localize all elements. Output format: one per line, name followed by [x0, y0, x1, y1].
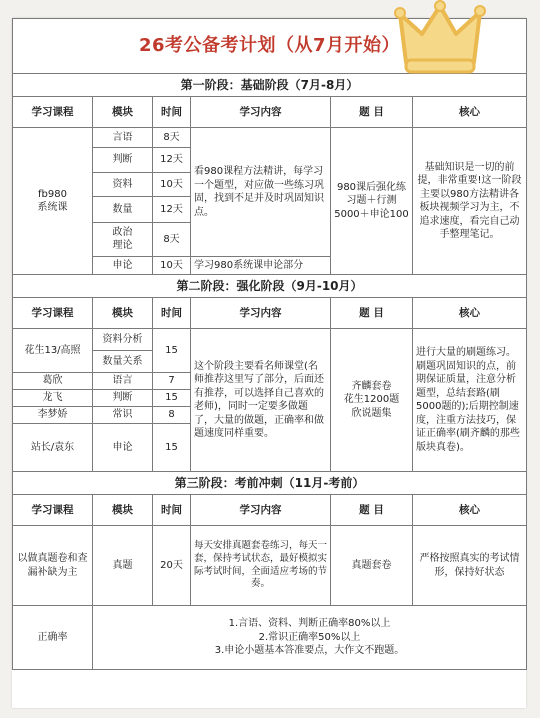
stage-2-title: 第二阶段：强化阶段（9月-10月）: [13, 275, 527, 298]
stage-2-teacher: 站长/袁东: [13, 424, 93, 472]
plan-sheet: [12, 18, 526, 708]
stage-3-core: 严格按照真实的考试情形，保持好状态: [413, 526, 527, 606]
stage-1-time: 10天: [153, 257, 191, 275]
stage-2-teacher: 龙飞: [13, 390, 93, 407]
stage-1-time: 10天: [153, 173, 191, 197]
stage-2-module: 申论: [93, 424, 153, 472]
stage-1-time: 12天: [153, 197, 191, 223]
stage-1-title: 第一阶段：基础阶段（7月-8月）: [13, 74, 527, 97]
header-module: 模块: [93, 298, 153, 329]
header-module: 模块: [93, 97, 153, 128]
stage-1-module: 判断: [93, 148, 153, 173]
accuracy-label: 正确率: [13, 606, 93, 670]
stage-1-time: 12天: [153, 148, 191, 173]
stage-2-content: 这个阶段主要看名师课堂(名师推荐这里写了部分，后面还有推荐，可以选择自己喜欢的老师)，同时一定要多做题了，大量的做题，正确率和做题速度同样重要。: [191, 329, 331, 472]
stage-1-module: 言语: [93, 128, 153, 148]
header-content: 学习内容: [191, 298, 331, 329]
header-module: 模块: [93, 495, 153, 526]
header-content: 学习内容: [191, 495, 331, 526]
stage-2-time: 7: [153, 373, 191, 390]
header-course: 学习课程: [13, 495, 93, 526]
stage-1-questions: 980课后强化练习题＋行测5000＋申论100: [331, 128, 413, 275]
header-content: 学习内容: [191, 97, 331, 128]
stage-2-questions: 齐麟套卷 花生1200题 欣说题集: [331, 329, 413, 472]
stage-2-module: 数量关系: [93, 351, 153, 373]
page-title: 26考公备考计划（从7月开始）: [13, 19, 527, 74]
stage-2-module: 判断: [93, 390, 153, 407]
stage-2-core: 进行大量的刷题练习。刷题巩固知识的点，前期保证质量，注意分析题型，总结套路(刷5000题的);后期控制速度，注重方法技巧，保证正确率(刷齐麟的那些版块真卷)。: [413, 329, 527, 472]
header-core: 核心: [413, 97, 527, 128]
study-plan-table: [12, 18, 527, 670]
accuracy-line: 2.常识正确率50%以上: [258, 631, 361, 643]
header-time: 时间: [153, 298, 191, 329]
stage-3-time: 20天: [153, 526, 191, 606]
stage-2-time: 15: [153, 329, 191, 373]
stage-3-module: 真题: [93, 526, 153, 606]
stage-1-time: 8天: [153, 128, 191, 148]
stage-2-time: 15: [153, 424, 191, 472]
stage-2-time: 8: [153, 407, 191, 424]
header-questions: 题 目: [331, 97, 413, 128]
accuracy-line: 3.申论小题基本答准要点，大作文不跑题。: [214, 645, 405, 657]
accuracy-requirements: [93, 606, 527, 670]
stage-1-content: 看980课程方法精讲，每学习一个题型，对应做一些练习巩固，找到不足并及时巩固知识点。: [191, 128, 331, 257]
header-core: 核心: [413, 495, 527, 526]
stage-1-time: 8天: [153, 223, 191, 257]
stage-1-shenlun-content: 学习980系统课申论部分: [191, 257, 331, 275]
stage-3-title: 第三阶段：考前冲刺（11月-考前）: [13, 472, 527, 495]
header-course: 学习课程: [13, 97, 93, 128]
stage-1-core: 基础知识是一切的前提，非常重要!这一阶段主要以980方法精讲各板块视频学习为主，不追求速度，看完自己动手整理笔记。: [413, 128, 527, 275]
stage-1-module: 数量: [93, 197, 153, 223]
stage-3-questions: 真题套卷: [331, 526, 413, 606]
stage-1-course: fb980 系统课: [13, 128, 93, 275]
stage-1-module: 资料: [93, 173, 153, 197]
stage-3-course: 以做真题卷和查漏补缺为主: [13, 526, 93, 606]
stage-1-module: 政治 理论: [93, 223, 153, 257]
header-time: 时间: [153, 97, 191, 128]
stage-2-module: 资料分析: [93, 329, 153, 351]
stage-2-teacher: 花生13/高照: [13, 329, 93, 373]
stage-2-module: 语言: [93, 373, 153, 390]
header-questions: 题 目: [331, 495, 413, 526]
stage-1-module: 申论: [93, 257, 153, 275]
stage-2-time: 15: [153, 390, 191, 407]
header-time: 时间: [153, 495, 191, 526]
stage-2-module: 常识: [93, 407, 153, 424]
accuracy-line: 1.言语、资料、判断正确率80%以上: [228, 618, 391, 630]
header-core: 核心: [413, 298, 527, 329]
header-course: 学习课程: [13, 298, 93, 329]
header-questions: 题 目: [331, 298, 413, 329]
stage-2-teacher: 李梦娇: [13, 407, 93, 424]
stage-3-content: 每天安排真题套卷练习，每天一套，保持考试状态，最好模拟实际考试时间，全面适应考场的节奏。: [191, 526, 331, 606]
stage-2-teacher: 葛欣: [13, 373, 93, 390]
